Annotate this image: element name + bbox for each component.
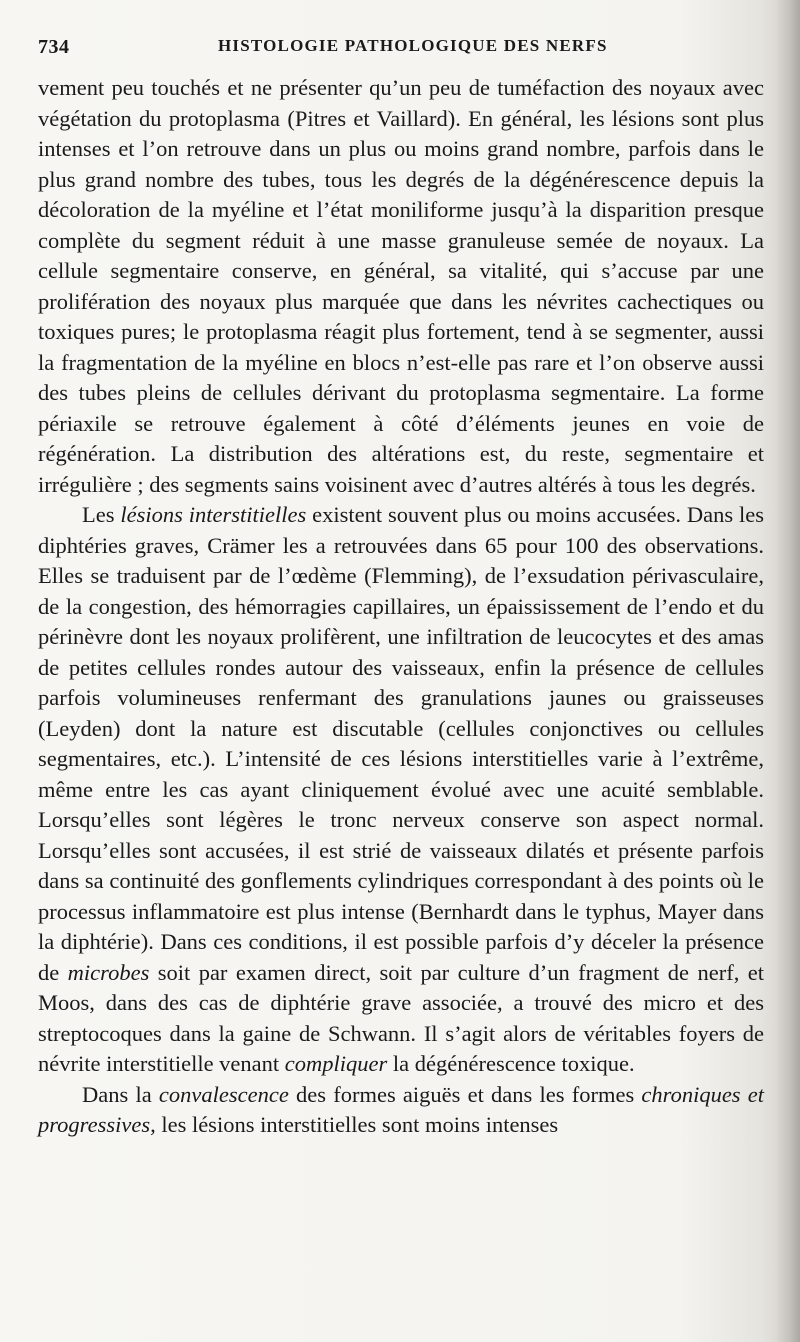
- paragraph-continuation: [38, 73, 764, 500]
- page-spine-shadow: [774, 0, 800, 1342]
- emphasis-term: lésions interstitielles: [120, 502, 307, 527]
- page-header: [38, 32, 758, 62]
- paragraph-text: existent souvent plus ou moins accusées. Dans les diphtéries graves, Crämer les a retrouvées dans 65 pour 100 des observations. Elles se traduisent par de l’œdème (Flemming), de l’exsudation périvasculaire, de la congestion, des hémorragies capillaires, un épaississement de l’endo et du périnèvre dont les noyaux prolifèrent, une infiltration de leucocytes et des amas de petites cellules rondes autour des vaisseaux, enfin la présence de cellules parfois volumineuses renfermant des granulations jaunes ou graisseuses (Leyden) dont la nature est discutable (cellules conjonctives ou cellules segmentaires, etc.). L’intensité de ces lésions interstitielles varie à l’extrême, même entre les cas ayant cliniquement évolué avec une acuité semblable. Lorsqu’elles sont légères le tronc nerveux conserve son aspect normal. Lorsqu’elles sont accusées, il est strié de vaisseaux dilatés et présente parfois dans sa continuité des gonflements cylindriques correspondant à des points où le processus inflammatoire est plus intense (Bernhardt dans le typhus, Mayer dans la diphtérie). Dans ces conditions, il est possible parfois d’y déceler la présence de: [38, 502, 764, 985]
- running-title: HISTOLOGIE PATHOLOGIQUE DES NERFS: [218, 36, 608, 55]
- emphasis-term: chroniques et progressives,: [38, 1081, 765, 1137]
- paragraph-text: soit par examen direct, soit par culture d’un fragment de nerf, et Moos, dans des cas de diphtérie grave associée, a trouvé des micro et des streptocoques dans la gaine de Schwann. Il s’agit alors de véritables foyers de névrite interstitielle venant: [38, 959, 764, 1076]
- body-text: [38, 73, 764, 1141]
- emphasis-term: compliquer: [284, 1051, 388, 1076]
- paragraph-text: la dégénérescence toxique.: [387, 1051, 635, 1076]
- emphasis-term: microbes: [67, 959, 150, 985]
- paragraph-text: vement peu touchés et ne présenter qu’un peu de tuméfaction des noyaux avec végétation du protoplasma (Pitres et Vaillard). En général, les lésions sont plus intenses et l’on retrouve dans un plus ou moins grand nombre, parfois dans le plus grand nombre des tubes, tous les degrés de la dégénérescence depuis la décoloration de la myéline et l’état moniliforme jusqu’à la disparition presque complète du segment réduit à une masse granuleuse semée de noyaux. La cellule segmentaire conserve, en général, sa vitalité, qui s’accuse par une prolifération des noyaux plus marquée que dans les névrites cachectiques ou toxiques pures; le protoplasma réagit plus fortement, tend à se segmenter, aussi la fragmentation de la myéline en blocs n’est-elle pas rare et l’on observe aussi des tubes pleins de cellules dérivant du protoplasma segmentaire. La forme périaxile se retrouve également à côté d’éléments jeunes en voie de régénération. La distribution des altérations est, du reste, segmentaire et irrégulière ; des segments sains voisinent avec d’autres altérés à tous les degrés.: [38, 75, 764, 497]
- paragraph-convalescence: [38, 1080, 764, 1141]
- paragraph-text: les lésions interstitielles sont moins intenses: [155, 1112, 559, 1137]
- page-number: 734: [38, 36, 70, 58]
- paragraph-text: Dans la: [82, 1081, 159, 1107]
- paragraph-text: des formes aiguës et dans les formes: [288, 1081, 642, 1107]
- paragraph-text: Les: [82, 502, 121, 527]
- emphasis-term: convalescence: [158, 1081, 289, 1107]
- paragraph-interstitial-lesions: [38, 500, 764, 1080]
